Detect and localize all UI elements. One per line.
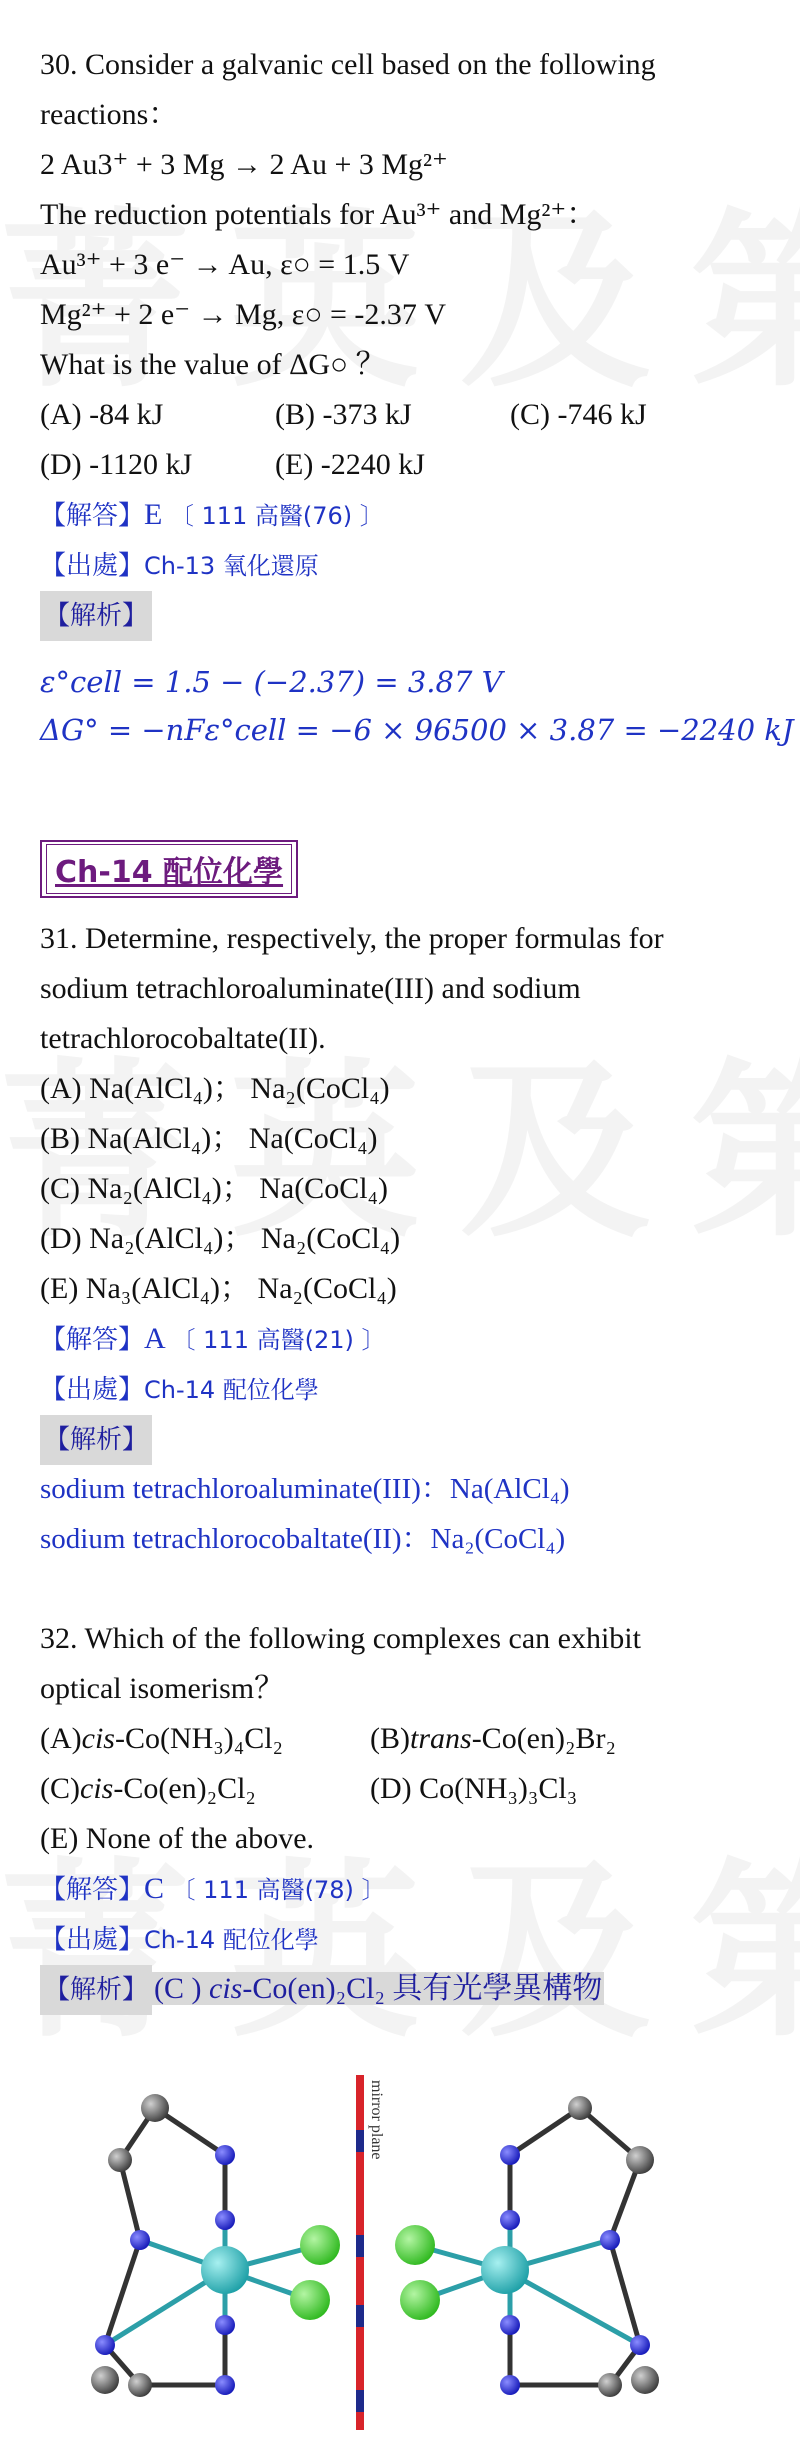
q30-option-b: (B) -373 kJ bbox=[275, 398, 412, 431]
answer-tag: 【解答】 bbox=[40, 1325, 145, 1355]
q31-option-e: (E) Na₃(AlCl₄)； Na₂(CoCl₄) bbox=[40, 1272, 397, 1305]
q31-option-b: (B) Na(AlCl₄)； Na(CoCl₄) bbox=[40, 1122, 378, 1155]
q32-options-row2 bbox=[40, 1764, 760, 1814]
answer-tag: 【解答】 bbox=[40, 501, 145, 531]
q32-answer-ref: 〔 111 高醫(78) 〕 bbox=[171, 1876, 386, 1904]
q30-reaction: 2 Au3⁺ + 3 Mg → 2 Au + 3 Mg²⁺ bbox=[40, 148, 448, 181]
right-enantiomer bbox=[395, 2096, 659, 2397]
q30-answer: E bbox=[144, 498, 163, 531]
q32-analysis-line bbox=[40, 1964, 760, 2014]
analysis-tag: 【解析】 bbox=[40, 1965, 152, 2015]
q30-options-row2 bbox=[40, 440, 760, 490]
q31-answer-line bbox=[40, 1314, 760, 1364]
q31-option-d: (D) Na₂(AlCl₄)； Na₂(CoCl₄) bbox=[40, 1222, 401, 1255]
mirror-plane bbox=[356, 2075, 385, 2430]
q30-potentials-intro: The reduction potentials for Au³⁺ and Mg²⁺： bbox=[40, 198, 597, 231]
q32-option-e: (E) None of the above. bbox=[40, 1822, 315, 1855]
q30-stem-line1: 30. Consider a galvanic cell based on the following bbox=[40, 48, 656, 81]
q30-source: Ch-13 氧化還原 bbox=[144, 552, 319, 580]
chapter-heading bbox=[40, 834, 760, 898]
q31-stem-line1: 31. Determine, respectively, the proper formulas for bbox=[40, 922, 664, 955]
q30-math-cell-potential: ε°cell = 1.5 − (−2.37) = 3.87 V bbox=[40, 665, 503, 699]
q30-half-reaction-au: Au³⁺ + 3 e⁻ → Au, ε○ = 1.5 V bbox=[40, 248, 410, 281]
q31-explanation-2: sodium tetrachlorocobaltate(II)：Na₂(CoCl₄) bbox=[40, 1523, 566, 1555]
q32-option-c: (C)cis-Co(en)₂Cl₂ bbox=[40, 1772, 256, 1805]
q30-option-c: (C) -746 kJ bbox=[510, 398, 647, 431]
q32-source: Ch-14 配位化學 bbox=[144, 1926, 319, 1954]
mirror-plane-label: mirror plane bbox=[368, 2080, 385, 2160]
q30-answer-ref: 〔 111 高醫(76) 〕 bbox=[169, 502, 384, 530]
q32-answer: C bbox=[144, 1872, 165, 1905]
enantiomer-figure bbox=[0, 2060, 800, 2440]
q31-source-line bbox=[40, 1364, 760, 1414]
q31-stem-line2: sodium tetrachloroaluminate(III) and sodium bbox=[40, 972, 581, 1005]
q31-stem-line3: tetrachlorocobaltate(II). bbox=[40, 1022, 326, 1055]
q31-answer-ref: 〔 111 高醫(21) 〕 bbox=[171, 1326, 386, 1354]
q31-source: Ch-14 配位化學 bbox=[144, 1376, 319, 1404]
q32-stem-line2: optical isomerism？ bbox=[40, 1672, 285, 1705]
q31-analysis-line bbox=[40, 1414, 760, 1464]
q30-question: What is the value of ΔG○ ？ bbox=[40, 348, 386, 381]
q31-answer: A bbox=[144, 1322, 165, 1355]
q32-option-b: (B)trans-Co(en)₂Br₂ bbox=[370, 1722, 616, 1755]
question-31 bbox=[40, 914, 760, 1564]
q30-option-a: (A) -84 kJ bbox=[40, 398, 164, 431]
question-30 bbox=[40, 40, 794, 754]
analysis-tag: 【解析】 bbox=[40, 591, 152, 641]
q30-options-row1 bbox=[40, 390, 760, 440]
q32-analysis: (C ) cis-Co(en)₂Cl₂ 具有光學異構物 bbox=[154, 1972, 603, 2005]
q30-math-gibbs: ΔG° = −nFε°cell = −6 × 96500 × 3.87 = −2240 kJ bbox=[40, 713, 794, 747]
q31-option-c: (C) Na₂(AlCl₄)； Na(CoCl₄) bbox=[40, 1172, 388, 1205]
q31-explanation-1: sodium tetrachloroaluminate(III)：Na(AlCl₄) bbox=[40, 1473, 570, 1505]
q32-source-line bbox=[40, 1914, 760, 1964]
q32-options-row1 bbox=[40, 1714, 760, 1764]
source-tag: 【出處】 bbox=[40, 551, 145, 581]
q30-answer-line bbox=[40, 490, 760, 540]
q32-answer-line bbox=[40, 1864, 760, 1914]
document-page bbox=[40, 40, 794, 2014]
q30-option-d: (D) -1120 kJ bbox=[40, 448, 193, 481]
answer-tag: 【解答】 bbox=[40, 1875, 145, 1905]
q30-half-reaction-mg: Mg²⁺ + 2 e⁻ → Mg, ε○ = -2.37 V bbox=[40, 298, 447, 331]
q32-stem-line1: 32. Which of the following complexes can exhibit bbox=[40, 1622, 641, 1655]
q32-option-d: (D) Co(NH₃)₃Cl₃ bbox=[370, 1772, 578, 1805]
question-32 bbox=[40, 1614, 760, 2014]
q30-stem-line2: reactions： bbox=[40, 98, 179, 131]
q30-option-e: (E) -2240 kJ bbox=[275, 448, 425, 481]
q32-option-a: (A)cis-Co(NH₃)₄Cl₂ bbox=[40, 1722, 284, 1755]
chapter-heading-text: Ch-14 配位化學 bbox=[46, 844, 292, 894]
left-enantiomer bbox=[91, 2094, 340, 2397]
source-tag: 【出處】 bbox=[40, 1375, 145, 1405]
q30-analysis-line bbox=[40, 590, 760, 640]
q30-source-line bbox=[40, 540, 760, 590]
q31-option-a: (A) Na(AlCl₄)； Na₂(CoCl₄) bbox=[40, 1072, 390, 1105]
source-tag: 【出處】 bbox=[40, 1925, 145, 1955]
analysis-tag: 【解析】 bbox=[40, 1415, 152, 1465]
